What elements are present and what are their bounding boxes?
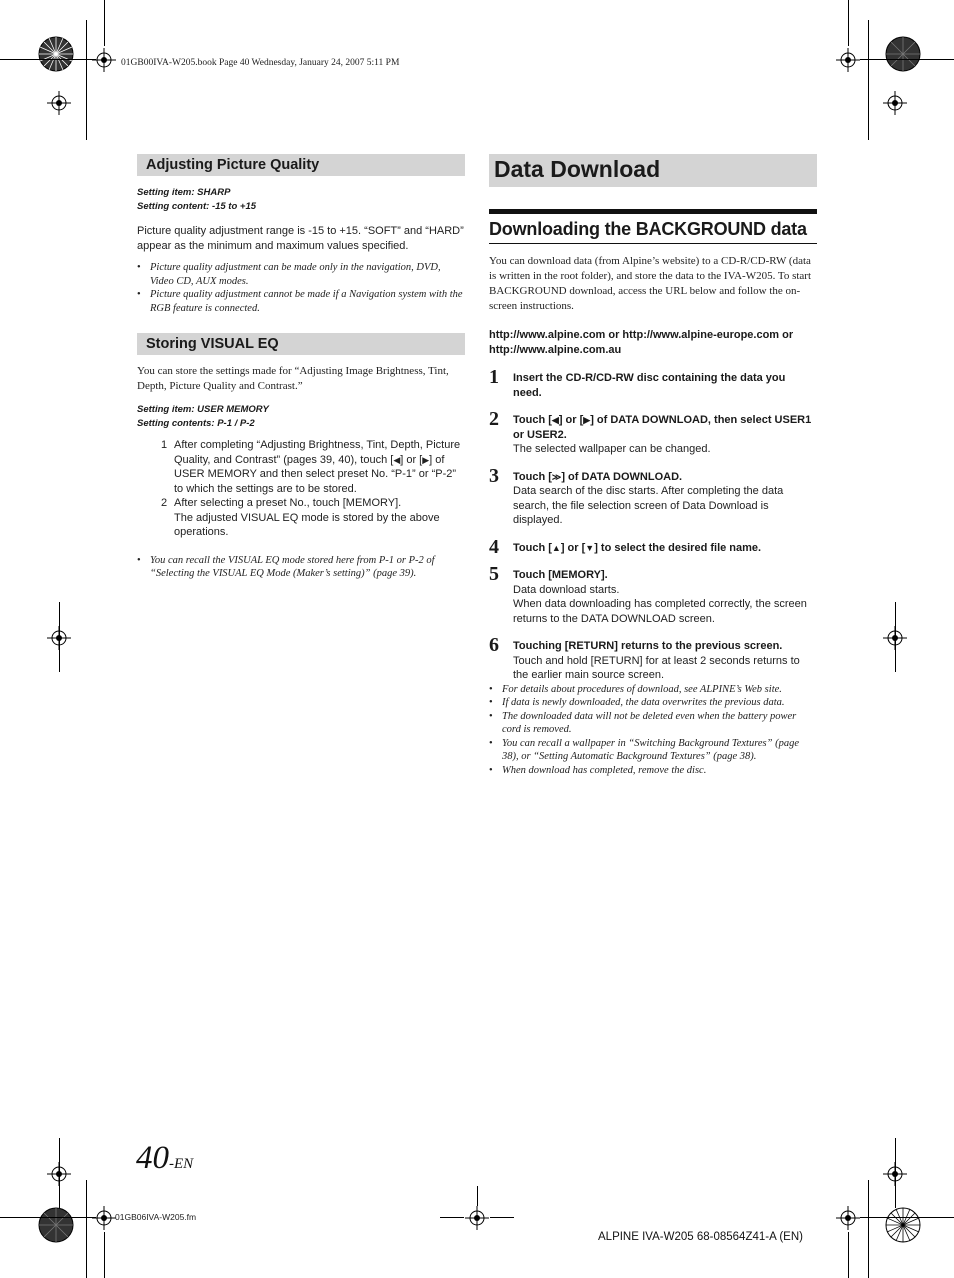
step-heading-c: . bbox=[604, 569, 608, 581]
print-header-info: 01GB00IVA-W205.book Page 40 Wednesday, January 24, 2007 5:11 PM bbox=[121, 58, 400, 68]
trim-line bbox=[0, 1217, 96, 1218]
trim-line bbox=[860, 1217, 954, 1218]
download-intro-text: You can download data (from Alpine’s website) to a CD-R/CD-RW (data is written in the root folder), and store the data to the IVA-W205. To start BACKGROUND download, access the URL below and follow the on-screen instructions. bbox=[489, 255, 812, 312]
trim-line bbox=[86, 20, 87, 140]
trim-line bbox=[895, 602, 896, 672]
crosshair-mark bbox=[836, 1206, 860, 1230]
up-arrow-icon: ▲ bbox=[551, 542, 561, 553]
step-heading-a: Touching bbox=[513, 640, 565, 652]
step-description: The selected wallpaper can be changed. bbox=[513, 443, 711, 455]
trim-line bbox=[59, 1138, 60, 1208]
step-1 bbox=[489, 366, 817, 400]
step-item bbox=[137, 496, 465, 540]
step-text-a: After selecting a preset No., touch [MEMORY]. bbox=[174, 497, 402, 509]
trim-line bbox=[860, 59, 954, 60]
step-text-b: The adjusted VISUAL EQ mode is stored by the above operations. bbox=[174, 511, 440, 538]
page-number-suffix: -EN bbox=[169, 1156, 194, 1172]
page-number-value: 40 bbox=[136, 1140, 169, 1176]
step-4 bbox=[489, 535, 817, 558]
crosshair-mark bbox=[92, 48, 116, 72]
crosshair-mark bbox=[883, 91, 907, 115]
page-number bbox=[136, 1140, 193, 1177]
step-3 bbox=[489, 464, 817, 528]
storing-steps bbox=[137, 438, 465, 540]
section-heading-storing-visual-eq: Storing VISUAL EQ bbox=[137, 333, 465, 355]
step-heading-c: ] to select the desired file name. bbox=[594, 541, 762, 554]
step-description: Data search of the disc starts. After completing the data search, the file selection screen of Data Download is displayed. bbox=[513, 485, 784, 526]
setting-item-label bbox=[137, 403, 465, 430]
trim-line bbox=[868, 1180, 869, 1278]
print-footer-file: 01GB06IVA-W205.fm bbox=[115, 1212, 197, 1222]
step-description: Touch and hold [RETURN] for at least 2 seconds returns to the earlier main source screen. bbox=[513, 654, 800, 681]
trim-line bbox=[104, 1232, 105, 1278]
trim-line bbox=[895, 1138, 896, 1208]
crosshair-mark bbox=[836, 48, 860, 72]
note-item: • For details about procedures of download, see ALPINE’s Web site. bbox=[489, 683, 817, 697]
trim-line bbox=[104, 0, 105, 46]
section-heading-downloading-background: Downloading the BACKGROUND data bbox=[489, 209, 817, 241]
note-item: • If data is newly downloaded, the data overwrites the previous data. bbox=[489, 696, 817, 710]
step-heading bbox=[513, 568, 817, 583]
step-heading bbox=[513, 413, 817, 442]
setting-contents: Setting contents: P-1 / P-2 bbox=[137, 417, 255, 429]
setting-item-label bbox=[137, 186, 465, 213]
trim-line bbox=[0, 59, 96, 60]
storing-intro-text: You can store the settings made for “Adjusting Image Brightness, Tint, Depth, Picture Quality and Contrast.” bbox=[137, 365, 449, 392]
step-number: 1 bbox=[489, 366, 499, 388]
setting-item: Setting item: USER MEMORY bbox=[137, 404, 269, 415]
registration-mark-bottom-left bbox=[38, 1207, 74, 1243]
step-heading-b: ] or [ bbox=[558, 414, 584, 426]
step-text-b: ] or [ bbox=[400, 453, 423, 466]
step-heading bbox=[513, 639, 817, 654]
right-arrow-icon: ▶ bbox=[583, 415, 591, 425]
download-notes bbox=[489, 683, 817, 778]
note-item: • The downloaded data will not be deleted even when the battery power cord is removed. bbox=[489, 710, 817, 737]
trim-line bbox=[59, 602, 60, 672]
step-heading-c: ] of DATA DOWNLOAD, then select USER1 or USER2. bbox=[513, 414, 812, 441]
storing-notes bbox=[137, 554, 465, 581]
step-heading: Insert the CD-R/CD-RW disc containing the data you need. bbox=[513, 372, 786, 399]
left-column bbox=[137, 154, 465, 581]
step-heading bbox=[513, 541, 817, 556]
registration-mark-top-right bbox=[885, 36, 921, 72]
crosshair-mark bbox=[47, 91, 71, 115]
print-footer-code: ALPINE IVA-W205 68-08564Z41-A (EN) bbox=[598, 1231, 803, 1243]
crosshair-mark bbox=[92, 1206, 116, 1230]
registration-mark-top-left bbox=[38, 36, 74, 72]
note-item: • Picture quality adjustment can be made only in the navigation, DVD, Video CD, AUX modes. bbox=[137, 261, 465, 288]
right-arrow-icon: ▶ bbox=[422, 454, 430, 465]
step-number: 2 bbox=[161, 497, 168, 509]
trim-line bbox=[477, 1186, 478, 1206]
trim-line bbox=[868, 20, 869, 140]
trim-line bbox=[440, 1217, 464, 1218]
step-number: 5 bbox=[489, 563, 499, 585]
setting-content: Setting content: -15 to +15 bbox=[137, 200, 257, 212]
down-arrow-icon: ▼ bbox=[585, 542, 595, 553]
page-title: Data Download bbox=[489, 154, 817, 187]
step-text-a: After completing “Adjusting Brightness, Tint, Depth, Picture Quality, and Contrast” (pages 39, 40), touch [ bbox=[174, 439, 461, 466]
step-heading-c: returns to the previous screen. bbox=[617, 640, 783, 652]
fast-forward-icon: ≫ bbox=[551, 471, 562, 482]
crosshair-mark bbox=[465, 1206, 489, 1230]
note-item: • Picture quality adjustment cannot be made if a Navigation system with the RGB feature is connected. bbox=[137, 288, 465, 315]
step-description: Data download starts. bbox=[513, 583, 620, 596]
step-heading-b: ] or [ bbox=[560, 541, 586, 554]
note-item: • You can recall the VISUAL EQ mode stored here from P-1 or P-2 of “Selecting the VISUAL EQ Mode (Maker’s setting)” (page 39). bbox=[137, 554, 465, 581]
step-description-2: When data downloading has completed correctly, the screen returns to the DATA DOWNLOAD screen. bbox=[513, 598, 807, 625]
step-heading-b: [RETURN] bbox=[564, 640, 618, 652]
step-6 bbox=[489, 634, 817, 683]
step-number: 4 bbox=[489, 535, 499, 558]
step-heading bbox=[513, 470, 817, 485]
step-item bbox=[137, 438, 465, 496]
note-item: • You can recall a wallpaper in “Switching Background Textures” (page 38), or “Setting Automatic Background Textures” (page 38). bbox=[489, 737, 817, 764]
step-text-c: ] of USER MEMORY and then select preset No. “P-1” or “P-2” to which the settings are to be stored. bbox=[174, 453, 457, 495]
step-5 bbox=[489, 563, 817, 626]
left-arrow-icon: ◀ bbox=[393, 454, 401, 465]
step-heading-a: Touch [ bbox=[513, 414, 552, 426]
step-2 bbox=[489, 408, 817, 457]
trim-line bbox=[848, 1232, 849, 1278]
step-heading-a: Touch bbox=[513, 569, 549, 581]
left-arrow-icon: ◀ bbox=[551, 415, 559, 425]
download-urls: http://www.alpine.com or http://www.alpine-europe.com or http://www.alpine.com.au bbox=[489, 329, 794, 356]
adjusting-notes bbox=[137, 261, 465, 315]
trim-line bbox=[86, 1180, 87, 1278]
step-number: 2 bbox=[489, 408, 499, 430]
section-heading-adjusting-picture-quality: Adjusting Picture Quality bbox=[137, 154, 465, 176]
adjusting-body-text: Picture quality adjustment range is -15 to +15. “SOFT” and “HARD” appear as the minimum and maximum values specified. bbox=[137, 225, 464, 252]
step-heading-a: Touch [ bbox=[513, 470, 552, 483]
setting-item: Setting item: SHARP bbox=[137, 187, 231, 198]
step-heading-b: [MEMORY] bbox=[548, 569, 605, 581]
trim-line bbox=[848, 0, 849, 46]
right-column bbox=[489, 154, 817, 777]
registration-mark-bottom-right bbox=[885, 1207, 921, 1243]
step-heading-a: Touch [ bbox=[513, 541, 552, 554]
step-number: 3 bbox=[489, 464, 499, 487]
step-heading-b: ] of DATA DOWNLOAD. bbox=[561, 470, 683, 483]
trim-line bbox=[490, 1217, 514, 1218]
step-number: 6 bbox=[489, 634, 499, 656]
heading-rule bbox=[489, 243, 817, 244]
step-number: 1 bbox=[161, 439, 168, 451]
note-item: • When download has completed, remove the disc. bbox=[489, 764, 817, 778]
